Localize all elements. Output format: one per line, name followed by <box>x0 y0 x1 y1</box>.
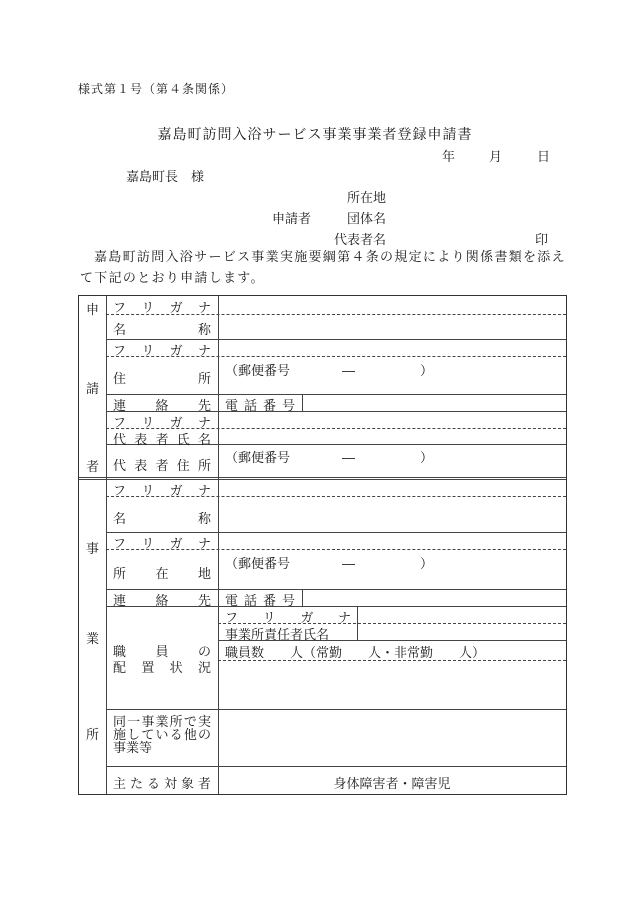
side-label-shin: 申 <box>85 303 99 318</box>
other-business-label: 同一事業所で実施している他の事業等 <box>113 715 211 756</box>
staff-allocation-label-line1: 職 員 の <box>113 645 211 660</box>
office-contact-label: 連 絡 先 <box>113 594 211 609</box>
office-address-row-label: 所 在 地 <box>113 567 211 582</box>
rep-furigana-label: フ リ ガ ナ <box>113 416 211 431</box>
applicant-org-label: 団体名 <box>347 212 387 227</box>
side-label-gyou: 業 <box>85 632 99 647</box>
main-target-label: 主 た る 対 象 者 <box>113 777 211 792</box>
seal-mark: 印 <box>535 233 549 248</box>
side-label-sho: 所 <box>85 728 99 743</box>
office-phone-label: 電 話 番 号 <box>225 594 295 609</box>
applicant-address-label: 所在地 <box>347 191 387 206</box>
application-form-table <box>78 295 567 795</box>
form-reference: 様式第１号（第４条関係） <box>78 82 235 96</box>
applicant-name-label: 名 称 <box>113 323 211 338</box>
staff-count-field[interactable]: 職員数 人（常勤 人・非常勤 人） <box>225 646 486 661</box>
side-label-ji: 事 <box>85 542 99 557</box>
applicant-furigana-label: フ リ ガ ナ <box>113 301 211 316</box>
office-name-label: 名 称 <box>113 512 211 527</box>
office-address-furigana-label: フ リ ガ ナ <box>113 537 211 552</box>
side-label-sha: 者 <box>85 460 99 475</box>
document-title: 嘉島町訪問入浴サービス事業事業者登録申請書 <box>157 127 473 143</box>
addressee: 嘉島町長 様 <box>126 170 205 185</box>
rep-address-label: 代 表 者 住 所 <box>113 459 211 474</box>
applicant-phone-label: 電 話 番 号 <box>225 399 295 414</box>
date-day-label: 日 <box>537 150 551 165</box>
office-postal-code-field[interactable]: （郵便番号 ― ） <box>225 557 434 572</box>
manager-furigana-label: フ リ ガ ナ <box>225 611 351 626</box>
main-target-value: 身体障害者・障害児 <box>333 777 451 792</box>
applicant-role-label: 申請者 <box>272 212 312 227</box>
staff-allocation-label-line2: 配 置 状 況 <box>113 661 211 676</box>
applicant-address-furigana-label: フ リ ガ ナ <box>113 344 211 359</box>
applicant-rep-label: 代表者名 <box>334 233 387 248</box>
date-month-label: 月 <box>489 150 503 165</box>
side-label-sei: 請 <box>85 382 99 397</box>
applicant-address-row-label: 住 所 <box>113 372 211 387</box>
office-furigana-label: フ リ ガ ナ <box>113 484 211 499</box>
rep-postal-code-field[interactable]: （郵便番号 ― ） <box>225 451 434 466</box>
manager-name-label: 事業所責任者氏名 <box>225 628 330 643</box>
rep-name-label: 代 表 者 氏 名 <box>113 433 211 448</box>
applicant-postal-code-field[interactable]: （郵便番号 ― ） <box>225 364 434 379</box>
application-statement: 嘉島町訪問入浴サービス事業実施要綱第４条の規定により関係書類を添えて下記のとおり申請します。 <box>80 250 566 286</box>
applicant-contact-label: 連 絡 先 <box>113 399 211 414</box>
date-year-label: 年 <box>442 150 456 165</box>
